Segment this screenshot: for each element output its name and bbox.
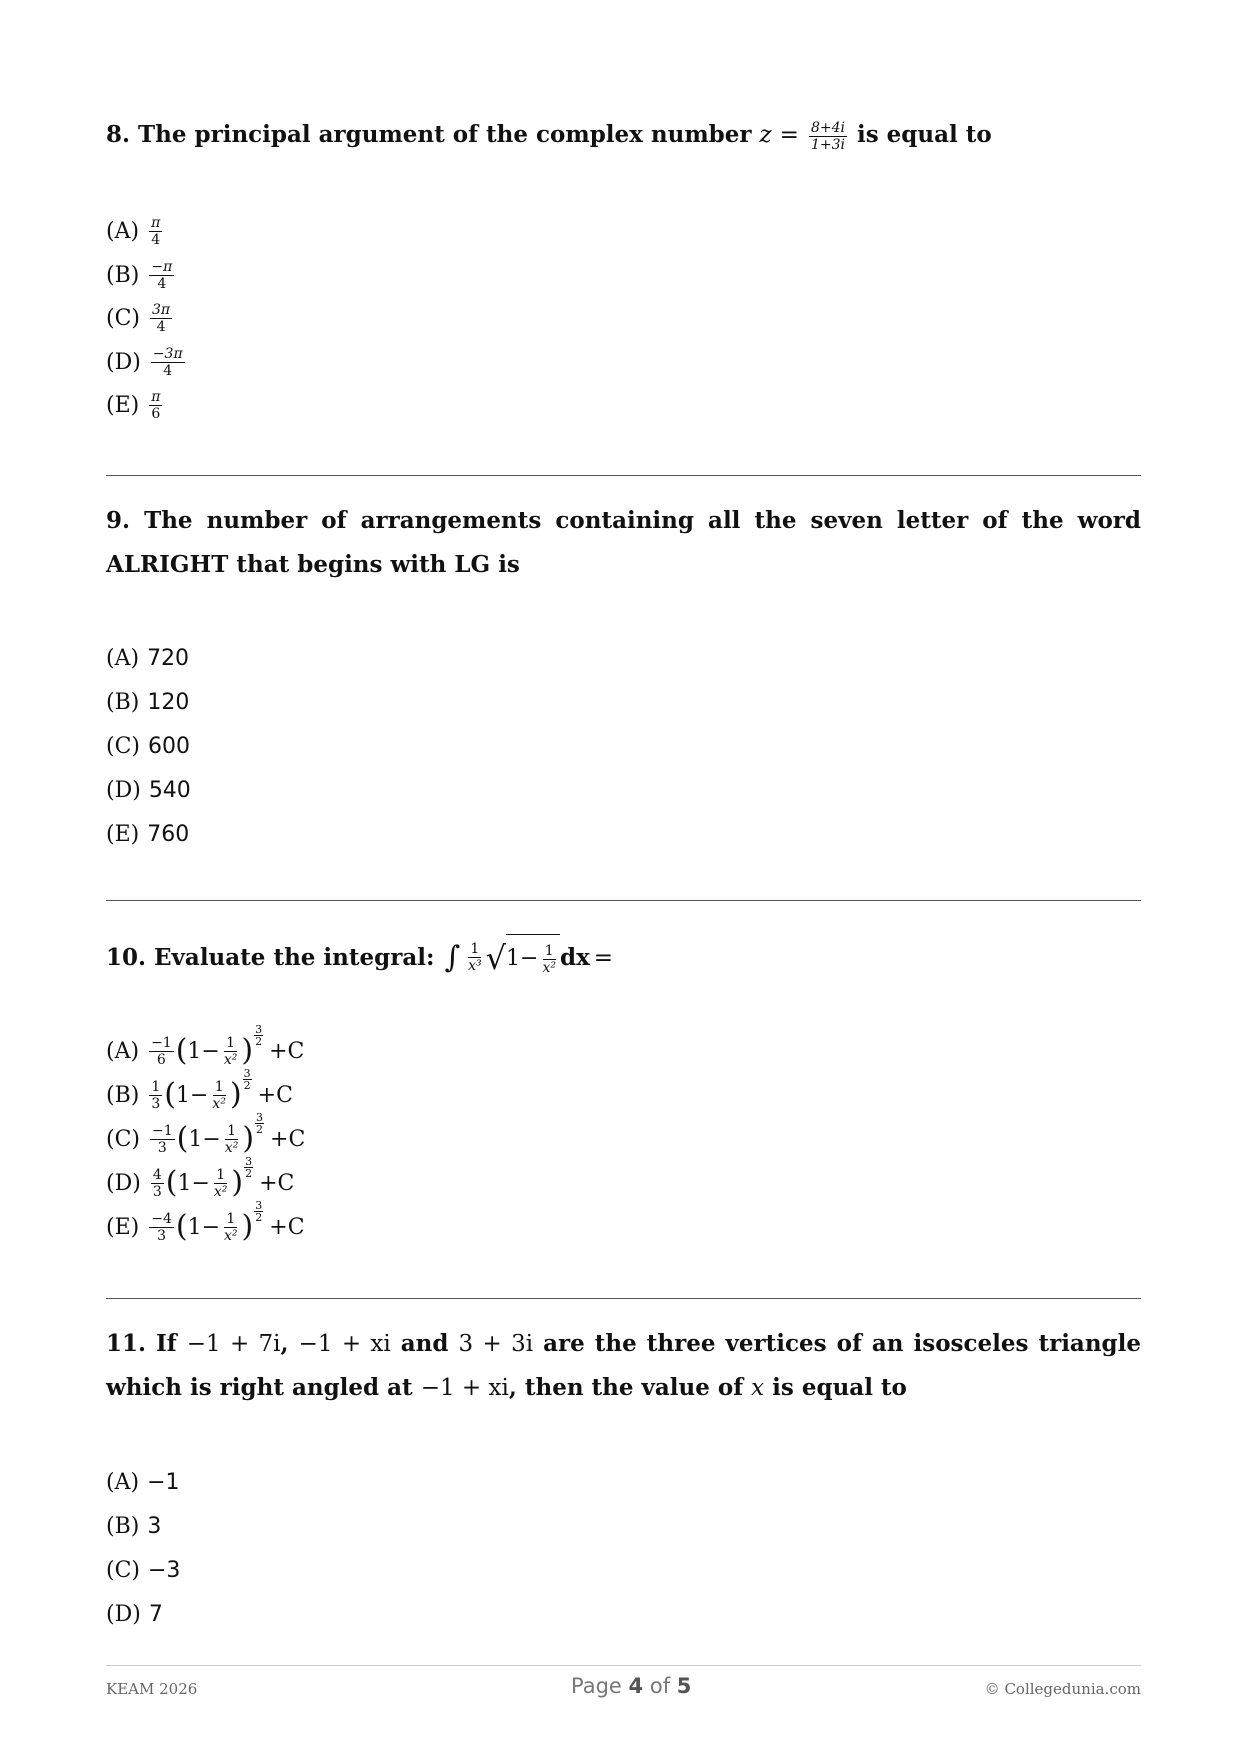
- divider: [106, 1298, 1141, 1299]
- question-10: [106, 934, 1141, 981]
- option-value: −3: [148, 1557, 181, 1583]
- options-q11: [106, 1460, 180, 1636]
- option-b[interactable]: (B) 3: [106, 1513, 162, 1539]
- math-fraction: $\frac{8+4i}{1+3i}$: [810, 119, 845, 153]
- question-9: [106, 499, 1141, 587]
- question-number: 9.: [106, 507, 131, 534]
- math-fraction: $\frac{1}{\text{x³}}$: [468, 941, 482, 974]
- option-fraction: $\frac{3\pi}{4}$: [152, 302, 171, 336]
- option-value: 720: [147, 645, 190, 671]
- option-value: −1: [147, 1469, 180, 1495]
- option-value: 760: [147, 821, 190, 847]
- divider: [106, 475, 1141, 476]
- math-eq: =: [779, 122, 799, 148]
- question-tail: is equal to: [856, 121, 992, 148]
- option-d[interactable]: (D) 7: [106, 1601, 163, 1627]
- square-root: √ 1− $\frac{1}{\text{x²}}$: [486, 934, 560, 981]
- dx: dx: [559, 943, 590, 971]
- divider: [106, 900, 1141, 901]
- option-a[interactable]: (A) 720: [106, 645, 190, 671]
- option-d[interactable]: (D) $\frac{4}{3}$ ( 1− $\frac{1}{\text{x²}}$ ) 3 2 +C: [106, 1154, 295, 1200]
- math-expr: 3 + 3i: [458, 1331, 534, 1357]
- question-text: Evaluate the integral:: [154, 943, 435, 971]
- question-11: 11. If −1 + 7i, −1 + xi and 3 + 3i are the three vertices of an isosceles triangle which is right angled at −1 + xi, then the value of x is equal to: [106, 1330, 1142, 1401]
- question-number: 11.: [106, 1330, 147, 1357]
- option-fraction: $\frac{-\pi}{4}$: [151, 258, 173, 292]
- integral-sign: ∫: [444, 939, 461, 975]
- option-value: 540: [148, 777, 191, 803]
- option-d[interactable]: (D) $\frac{-3\pi}{4}$: [106, 345, 183, 379]
- math-expr: −1 + xi: [298, 1331, 391, 1357]
- question-8: [106, 113, 1141, 157]
- option-a[interactable]: (A) $\frac{\pi}{4}$: [106, 215, 161, 249]
- option-b[interactable]: (B) 120: [106, 689, 190, 715]
- footer-divider: [106, 1665, 1141, 1666]
- options-q9: [106, 636, 191, 856]
- option-c[interactable]: (C) −3: [106, 1557, 181, 1583]
- math-expr: −1 + xi: [420, 1375, 509, 1401]
- math-eq: =: [593, 944, 614, 971]
- option-value: 7: [148, 1601, 163, 1627]
- option-fraction: $\frac{\pi}{6}$: [151, 389, 161, 423]
- option-c[interactable]: (C) $\frac{3\pi}{4}$: [106, 302, 171, 336]
- option-fraction: $\frac{-3\pi}{4}$: [152, 345, 183, 379]
- option-c[interactable]: (C) 600: [106, 733, 190, 759]
- options-q8: [106, 210, 187, 428]
- math-var: z: [759, 122, 772, 148]
- question-number: 10.: [106, 943, 147, 971]
- option-fraction: $\frac{\pi}{4}$: [151, 215, 161, 249]
- option-a[interactable]: (A) −1: [106, 1469, 180, 1495]
- question-text: The number of arrangements containing all the seven letter of the word ALRIGHT that begins with LG is: [106, 507, 1141, 578]
- footer-copyright: © Collegedunia.com: [984, 1680, 1141, 1698]
- option-d[interactable]: (D) 540: [106, 777, 191, 803]
- option-b[interactable]: (B) $\frac{-\pi}{4}$: [106, 258, 173, 292]
- option-value: 3: [147, 1513, 162, 1539]
- option-e[interactable]: (E) $\frac{\pi}{6}$: [106, 389, 161, 423]
- footer-exam-name: KEAM 2026: [106, 1680, 198, 1698]
- options-q10: [106, 1022, 306, 1249]
- option-b[interactable]: (B) $\frac{1}{3}$ ( 1− $\frac{1}{\text{x²}}$ ) 3 2 +C: [106, 1066, 293, 1112]
- option-e[interactable]: (E) 760: [106, 821, 190, 847]
- math-var: x: [751, 1375, 765, 1401]
- option-value: 120: [147, 689, 190, 715]
- option-a[interactable]: (A) $\frac{-1}{6}$ ( 1− $\frac{1}{\text{x²}}$ ) 3 2 +C: [106, 1022, 305, 1068]
- option-e[interactable]: (E) $\frac{-4}{3}$ ( 1− $\frac{1}{\text{x²}}$ ) 3 2 +C: [106, 1198, 305, 1244]
- page-indicator: Page 4 of 5: [571, 1674, 692, 1698]
- page: [106, 0, 1141, 1754]
- option-value: 600: [148, 733, 190, 759]
- question-number: 8.: [106, 121, 131, 148]
- math-expr: −1 + 7i: [186, 1331, 281, 1357]
- option-c[interactable]: (C) $\frac{-1}{3}$ ( 1− $\frac{1}{\text{x²}}$ ) 3 2 +C: [106, 1110, 306, 1156]
- question-text: The principal argument of the complex number: [138, 121, 752, 148]
